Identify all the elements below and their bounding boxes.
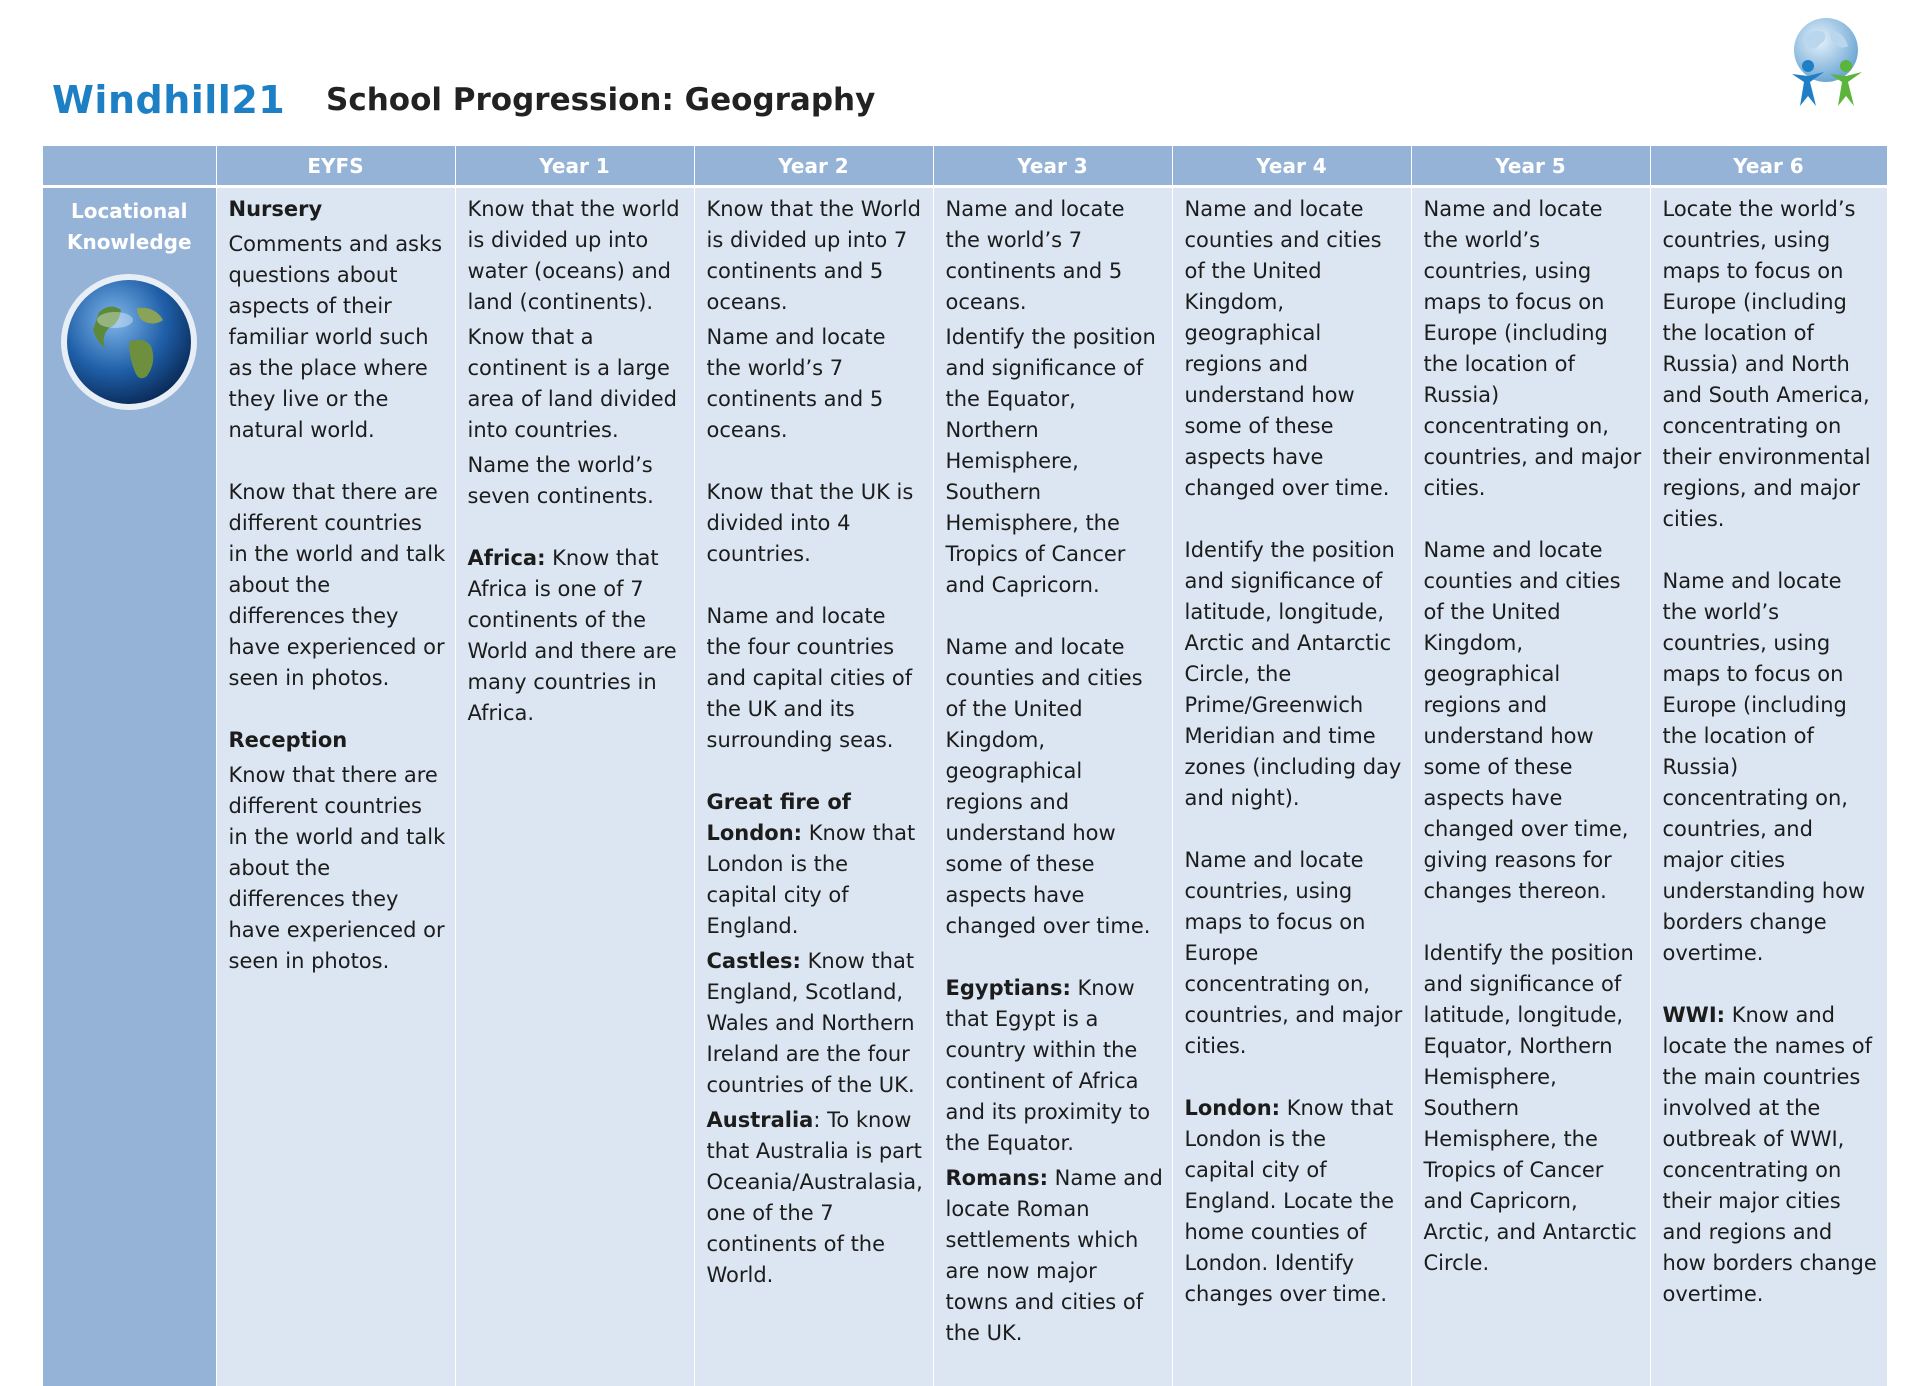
cell-paragraph [707, 601, 925, 756]
paragraph-heading: Reception [229, 728, 348, 752]
cell-paragraph [229, 229, 447, 446]
column-header-year-4: Year 4 [1172, 146, 1411, 187]
cell-paragraph [1424, 194, 1642, 504]
paragraph-text: Identify the position and significance of latitude, longitude, Arctic and Antarctic Circle, the Prime/Greenwich Meridian and time zones (including day and night). [1185, 538, 1409, 810]
cell-paragraph [229, 725, 447, 756]
column-header-year-6: Year 6 [1650, 146, 1887, 187]
cell-year-4 [1172, 187, 1411, 1386]
cell-paragraph [229, 760, 447, 977]
column-header-eyfs: EYFS [216, 146, 455, 187]
paragraph-heading: Africa: [468, 546, 546, 570]
paragraph-text: Know and locate the names of the main countries involved at the outbreak of WWI, concentrating on their major cities and regions and how borders change overtime. [1663, 1003, 1884, 1306]
cell-paragraph [1424, 938, 1642, 1279]
paragraph-heading: WWI: [1663, 1003, 1726, 1027]
paragraph-text: Know that London is the capital city of England. Locate the home counties of London. Identify changes over time. [1185, 1096, 1401, 1306]
cell-paragraph [946, 632, 1164, 942]
cell-eyfs [216, 187, 455, 1386]
cell-year-5 [1411, 187, 1650, 1386]
header-row [43, 146, 1887, 187]
cell-paragraph [229, 477, 447, 694]
cell-paragraph [1663, 194, 1879, 535]
paragraph-heading: Nursery [229, 197, 323, 221]
column-header-year-1: Year 1 [455, 146, 694, 187]
paragraph-text: Identify the position and significance of latitude, longitude, Equator, Northern Hemisphere, Southern Hemisphere, the Tropics of Cancer and Capricorn, Arctic, and Antarctic Circle. [1424, 941, 1644, 1275]
paragraph-text: Locate the world’s countries, using maps to focus on Europe (including the location of Russia) and North and South America, concentrating on their environmental regions, and major cities. [1663, 197, 1878, 531]
cell-paragraph [229, 194, 447, 225]
paragraph-text: : To know that Australia is part Oceania/Australasia, one of the 7 continents of the World. [707, 1108, 930, 1287]
cell-paragraph [707, 787, 925, 942]
paragraph-heading: Romans: [946, 1166, 1049, 1190]
paragraph-text: Know that the World is divided up into 7 continents and 5 oceans. [707, 197, 928, 314]
paragraph-text: Know that there are different countries in the world and talk about the differences they have experienced or seen in photos. [229, 480, 452, 690]
paragraph-text: Identify the position and significance of the Equator, Northern Hemisphere, Southern Hemisphere, the Tropics of Cancer and Capricorn. [946, 325, 1163, 597]
paragraph-text: Name and locate the world’s 7 continents and 5 oceans. [707, 325, 893, 442]
cell-paragraph [707, 322, 925, 446]
paragraph-text: Name and locate Roman settlements which are now major towns and cities of the UK. [946, 1166, 1170, 1345]
earth-globe-icon [59, 272, 199, 412]
paragraph-heading: London: [1185, 1096, 1281, 1120]
cell-paragraph [707, 1105, 925, 1291]
progression-table [43, 146, 1888, 1386]
paragraph-text: Name and locate the world’s countries, using maps to focus on Europe (including the location of Russia) concentrating on, countries, and major cities. [1424, 197, 1648, 500]
cell-paragraph [707, 477, 925, 570]
row-header-locational-knowledge [43, 187, 216, 1386]
cell-year-2 [694, 187, 933, 1386]
cell-paragraph [468, 322, 686, 446]
paragraph-text: Comments and asks questions about aspects of their familiar world such as the place where they live or the natural world. [229, 232, 449, 442]
paragraph-text: Name and locate the world’s 7 continents and 5 oceans. [946, 197, 1132, 314]
paragraph-text: Know that Africa is one of 7 continents of the World and there are many countries in Africa. [468, 546, 684, 725]
cell-paragraph [1185, 845, 1403, 1062]
paragraph-text: Name the world’s seven continents. [468, 453, 660, 508]
column-header-year-5: Year 5 [1411, 146, 1650, 187]
paragraph-text: Name and locate counties and cities of the United Kingdom, geographical regions and understand how some of these aspects have changed over time, giving reasons for changes thereon. [1424, 538, 1636, 903]
cell-paragraph [1185, 1093, 1403, 1310]
cell-paragraph [707, 946, 925, 1101]
paragraph-text: Know that there are different countries in the world and talk about the differences they have experienced or seen in photos. [229, 763, 452, 973]
cell-paragraph [946, 194, 1164, 318]
paragraph-heading: Australia [707, 1108, 814, 1132]
cell-year-3 [933, 187, 1172, 1386]
cell-paragraph [468, 450, 686, 512]
column-header-year-2: Year 2 [694, 146, 933, 187]
cell-paragraph [1185, 535, 1403, 814]
cell-paragraph [946, 322, 1164, 601]
globe-people-logo-icon [1784, 16, 1868, 114]
table-row [43, 187, 1887, 1386]
cell-paragraph [1185, 194, 1403, 504]
paragraph-text: Know that Egypt is a country within the continent of Africa and its proximity to the Equator. [946, 976, 1157, 1155]
column-header-year-3: Year 3 [933, 146, 1172, 187]
row-label: Locational Knowledge [47, 196, 212, 258]
paragraph-text: Know that the UK is divided into 4 countries. [707, 480, 921, 566]
paragraph-text: Name and locate countries, using maps to focus on Europe concentrating on, countries, and major cities. [1185, 848, 1409, 1058]
cell-paragraph [1424, 535, 1642, 907]
paragraph-text: Name and locate the world’s countries, using maps to focus on Europe (including the location of Russia) concentrating on, countries, and major cities understanding how borders change overtime. [1663, 569, 1872, 965]
cell-paragraph [1663, 1000, 1879, 1310]
cell-paragraph [946, 1163, 1164, 1349]
paragraph-heading: Castles: [707, 949, 801, 973]
cell-paragraph [468, 194, 686, 318]
cell-year-6 [1650, 187, 1887, 1386]
cell-paragraph [707, 194, 925, 318]
page-title: School Progression: Geography [326, 82, 875, 118]
cell-paragraph [1663, 566, 1879, 969]
brand-logo-text: Windhill21 [52, 78, 285, 122]
column-header-blank [43, 146, 216, 187]
paragraph-heading: Great fire of London: [707, 790, 859, 845]
paragraph-text: Know that a continent is a large area of land divided into countries. [468, 325, 684, 442]
cell-year-1 [455, 187, 694, 1386]
paragraph-text: Name and locate counties and cities of the United Kingdom, geographical regions and understand how some of these aspects have changed over time. [1185, 197, 1390, 500]
paragraph-text: Know that London is the capital city of England. [707, 821, 922, 938]
paragraph-heading: Egyptians: [946, 976, 1071, 1000]
cell-paragraph [946, 973, 1164, 1159]
paragraph-text: Know that England, Scotland, Wales and Northern Ireland are the four countries of the UK. [707, 949, 922, 1097]
paragraph-text: Name and locate counties and cities of the United Kingdom, geographical regions and understand how some of these aspects have changed over time. [946, 635, 1151, 938]
paragraph-text: Name and locate the four countries and capital cities of the UK and its surrounding seas. [707, 604, 919, 752]
paragraph-text: Know that the world is divided up into water (oceans) and land (continents). [468, 197, 687, 314]
cell-paragraph [468, 543, 686, 729]
